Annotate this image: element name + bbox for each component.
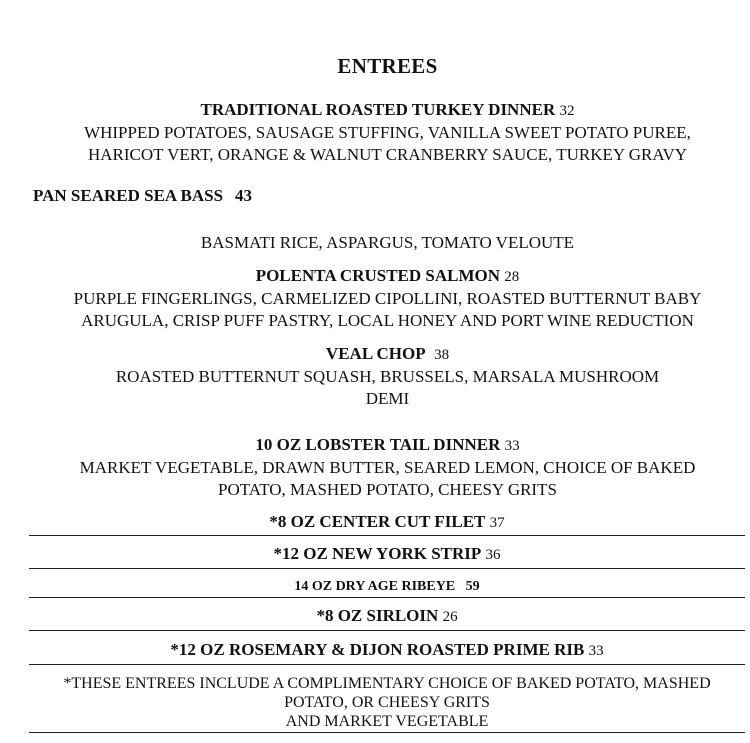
divider — [29, 597, 745, 598]
divider — [29, 568, 745, 569]
dish-description-1: ROASTED BUTTERNUT SQUASH, BRUSSELS, MARSALA MUSHROOM — [115, 367, 660, 386]
dish-description-2: DEMI — [365, 389, 410, 408]
steak-item — [29, 543, 745, 566]
dish-description-1: WHIPPED POTATOES, SAUSAGE STUFFING, VANILLA SWEET POTATO PUREE, — [84, 123, 691, 142]
steak-item — [29, 511, 745, 534]
steak-name: *12 OZ NEW YORK STRIP — [273, 544, 482, 563]
dish-description-2: POTATO, MASHED POTATO, CHEESY GRITS — [218, 480, 557, 499]
dish-name-line — [0, 343, 750, 366]
footnote-line-2: POTATO, OR CHEESY GRITS — [284, 694, 490, 711]
dish-price: 38 — [434, 347, 450, 363]
dish-name: 10 OZ LOBSTER TAIL DINNER — [255, 435, 501, 454]
steak-price: 37 — [489, 515, 505, 531]
dish-name: TRADITIONAL ROASTED TURKEY DINNER — [200, 100, 556, 119]
dish-price: 32 — [559, 103, 575, 119]
dish-sea-bass-name-line — [33, 186, 252, 206]
steak-price: 36 — [485, 547, 501, 563]
divider — [29, 630, 745, 631]
dish-veal — [0, 343, 750, 410]
steak-name: *8 OZ CENTER CUT FILET — [269, 512, 486, 531]
dish-name-line — [0, 99, 750, 122]
dish-name-line — [0, 434, 750, 457]
dish-price: 33 — [504, 438, 520, 454]
steak-price: 33 — [588, 643, 604, 659]
steak-name: 14 OZ DRY AGE RIBEYE — [294, 579, 456, 594]
steak-item — [29, 576, 745, 598]
steak-name: *12 OZ ROSEMARY & DIJON ROASTED PRIME RIB — [170, 640, 585, 659]
footnote-line-3: AND MARKET VEGETABLE — [285, 713, 489, 730]
dish-name-line — [0, 265, 750, 288]
steak-price: 59 — [465, 579, 480, 594]
dish-description-1: PURPLE FINGERLINGS, CARMELIZED CIPOLLINI, ROASTED BUTTERNUT BABY — [73, 289, 702, 308]
dish-salmon — [0, 265, 750, 332]
dish-sea-bass-description: BASMATI RICE, ASPARGUS, TOMATO VELOUTE — [200, 233, 575, 252]
footnote-line-1: *THESE ENTREES INCLUDE A COMPLIMENTARY CHOICE OF BAKED POTATO, MASHED — [63, 675, 711, 692]
dish-description-2: HARICOT VERT, ORANGE & WALNUT CRANBERRY SAUCE, TURKEY GRAVY — [87, 145, 688, 164]
divider — [29, 732, 745, 733]
dish-price: 28 — [504, 269, 520, 285]
steak-name: *8 OZ SIRLOIN — [316, 606, 439, 625]
dish-lobster — [0, 434, 750, 501]
dish-price: 43 — [235, 186, 253, 205]
dish-turkey — [0, 99, 750, 166]
steak-item — [29, 605, 745, 628]
divider — [29, 535, 745, 536]
divider — [29, 664, 745, 665]
section-title: ENTREES — [337, 54, 438, 78]
steak-item — [29, 639, 745, 662]
dish-name: VEAL CHOP — [325, 344, 426, 363]
dish-description-1: MARKET VEGETABLE, DRAWN BUTTER, SEARED LEMON, CHOICE OF BAKED — [79, 458, 696, 477]
dish-name: POLENTA CRUSTED SALMON — [255, 266, 501, 285]
footnote — [29, 674, 745, 731]
dish-name: PAN SEARED SEA BASS — [33, 186, 224, 205]
dish-description-2: ARUGULA, CRISP PUFF PASTRY, LOCAL HONEY AND PORT WINE REDUCTION — [81, 311, 694, 330]
steak-price: 26 — [442, 609, 458, 625]
